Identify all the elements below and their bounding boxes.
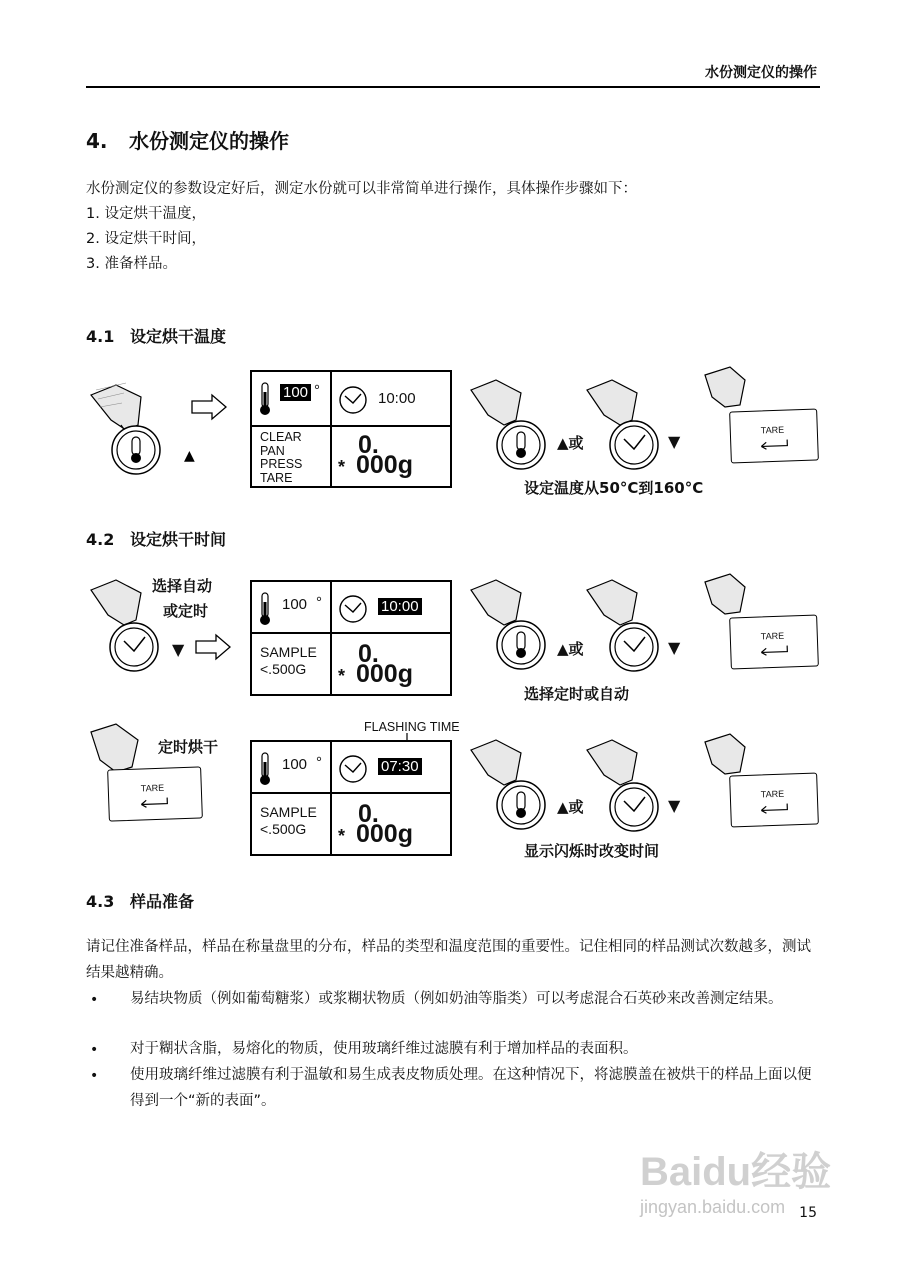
lcd-message (260, 644, 328, 690)
bullet-item: 使用玻璃纤维过滤膜有利于温敏和易生成表皮物质处理。在这种情况下，将滤膜盖在被烘干的样品上面以便得到一个“新的表面”。 (130, 1067, 812, 1109)
step-3: 3. 准备样品。 (86, 256, 177, 272)
lcd-temp-cell (258, 748, 328, 790)
lcd-temp-unit: ° (316, 594, 322, 611)
step-1: 1. 设定烘干温度， (86, 206, 206, 222)
lcd-display-4-1 (250, 370, 452, 488)
bullet-mark: • (90, 1042, 99, 1058)
hand-icon (471, 580, 521, 625)
lcd-weight-value: 000g (356, 660, 413, 688)
clock-icon (338, 594, 368, 624)
down-arrow-icon: ▼ (668, 638, 681, 657)
clock-icon (338, 385, 368, 415)
lcd-temp-value: 100 (282, 756, 308, 773)
enter-arrow-icon (137, 795, 171, 808)
hand-press-temp-key-illustration (86, 375, 206, 485)
hand-press-temp-key-illustration (466, 735, 566, 835)
tare-key-label: TARE (760, 630, 785, 642)
clock-key-icon (610, 623, 658, 671)
enter-arrow-icon (757, 437, 791, 450)
hand-press-clock-key-illustration (582, 375, 682, 475)
tare-key-label: TARE (760, 788, 785, 800)
page-number: 15 (799, 1205, 817, 1221)
watermark-url: jingyan.baidu.com (640, 1197, 786, 1217)
tare-key[interactable] (729, 614, 819, 669)
instruction-timed-drying: 定时烘干 (158, 738, 219, 756)
caption-select-mode: 选择定时或自动 (524, 685, 630, 703)
arrow-right-icon (190, 392, 230, 422)
lcd-temp-value: 100 (282, 596, 308, 613)
instruction-select-auto: 选择自动 (152, 577, 213, 595)
tare-key-label: TARE (760, 424, 785, 436)
lcd-message (260, 431, 328, 483)
down-arrow-icon: ▼ (668, 432, 681, 451)
bullet-item: 对于糊状含脂，易熔化的物质，使用玻璃纤维过滤膜有利于增加样品的表面积。 (130, 1041, 638, 1057)
subsection-number: 4.2 (86, 530, 115, 549)
lcd-temp-unit: ° (314, 382, 320, 399)
section-heading (86, 125, 289, 154)
lcd-weight-integer: 0. (358, 800, 379, 828)
lcd-temp-unit: ° (316, 754, 322, 771)
clock-key-icon (110, 623, 158, 671)
enter-arrow-icon (757, 643, 791, 656)
up-arrow-icon: ▲ (184, 448, 195, 464)
lcd-weight-cell (338, 634, 446, 692)
up-or-label: ▲或 (557, 798, 584, 816)
lcd-weight-cell (338, 794, 446, 852)
lcd-display-4-2-a (250, 580, 452, 696)
thermometer-icon (258, 752, 272, 786)
header-rule (86, 86, 820, 88)
sample-prep-paragraph: 请记住准备样品，样品在称量盘里的分布，样品的类型和温度范围的重要性。记住相同的样品测试次数越多，测试结果越精确。 (86, 939, 811, 981)
lcd-time-value: 07:30 (378, 758, 422, 775)
subsection-heading-4-1 (86, 324, 226, 347)
thermometer-key-icon (497, 421, 545, 469)
lcd-time-cell (338, 748, 446, 790)
hand-press-clock-key-illustration (582, 575, 682, 675)
hand-icon (587, 740, 637, 785)
caption-change-time: 显示闪烁时改变时间 (524, 842, 660, 860)
hand-icon (471, 380, 521, 425)
lcd-msg-line: PRESS (260, 457, 303, 471)
lcd-time-cell (338, 378, 446, 423)
thermometer-icon (258, 592, 272, 626)
lcd-msg-line: <.500G (260, 661, 307, 677)
bullet-item: 易结块物质（例如葡萄糖浆）或浆糊状物质（例如奶油等脂类）可以考虑混合石英砂来改善测定结果。 (130, 991, 783, 1007)
step-2: 2. 设定烘干时间， (86, 231, 206, 247)
down-arrow-icon: ▼ (172, 640, 185, 659)
subsection-number: 4.3 (86, 892, 115, 911)
intro-paragraph: 水份测定仪的参数设定好后，测定水份就可以非常简单进行操作，具体操作步骤如下： (86, 181, 637, 197)
bullet-mark: • (90, 1068, 99, 1084)
flashing-time-label: FLASHING TIME (364, 720, 460, 734)
subsection-number: 4.1 (86, 327, 115, 346)
lcd-msg-line: CLEAR (260, 430, 302, 444)
lcd-weight-value: 000g (356, 820, 413, 848)
lcd-time-value: 10:00 (378, 390, 416, 407)
caption-temp-range: 设定温度从50°C到160°C (524, 479, 704, 497)
section-number: 4. (86, 129, 108, 153)
lcd-msg-line: SAMPLE (260, 804, 317, 820)
thermometer-key-icon (497, 621, 545, 669)
hand-press-clock-key-illustration (582, 735, 682, 835)
bullet-mark: • (90, 992, 99, 1008)
hand-icon (587, 380, 637, 425)
thermometer-key-icon (497, 781, 545, 829)
subsection-title: 设定烘干温度 (130, 327, 227, 346)
hand-icon (91, 580, 141, 625)
hand-icon (587, 580, 637, 625)
lcd-temp-cell (258, 378, 328, 423)
hand-icon (471, 740, 521, 785)
hand-icon (700, 572, 750, 622)
hand-press-temp-key-illustration (466, 375, 566, 475)
lcd-weight-integer: 0. (358, 640, 379, 668)
clock-key-icon (610, 783, 658, 831)
lcd-msg-line: SAMPLE (260, 644, 317, 660)
lcd-msg-line: <.500G (260, 821, 307, 837)
tare-key[interactable] (729, 408, 819, 463)
lcd-msg-line: PAN (260, 443, 285, 458)
clock-icon (338, 754, 368, 784)
lcd-stable-star: * (338, 826, 346, 846)
lcd-weight-integer: 0. (358, 431, 379, 459)
up-or-label: ▲或 (557, 640, 584, 658)
tare-key[interactable] (107, 766, 203, 821)
enter-arrow-icon (757, 801, 791, 814)
lcd-time-cell (338, 588, 446, 630)
subsection-title: 设定烘干时间 (130, 530, 227, 549)
subsection-heading-4-3 (86, 889, 194, 912)
lcd-temp-value: 100 (280, 384, 311, 401)
tare-key-label: TARE (140, 782, 165, 794)
arrow-right-icon (194, 632, 234, 662)
down-arrow-icon: ▼ (668, 796, 681, 815)
lcd-time-value: 10:00 (378, 598, 422, 615)
lcd-stable-star: * (338, 457, 346, 477)
running-header: 水份测定仪的操作 (705, 65, 817, 81)
lcd-stable-star: * (338, 666, 346, 686)
lcd-weight-value: 000g (356, 451, 413, 479)
lcd-display-4-2-b (250, 740, 452, 856)
hand-icon (700, 365, 750, 415)
hand-press-temp-key-illustration (466, 575, 566, 675)
tare-key[interactable] (729, 772, 819, 827)
lcd-message (260, 804, 328, 850)
subsection-heading-4-2 (86, 527, 226, 550)
watermark-logo: Baidu经验 (640, 1150, 832, 1194)
lcd-msg-line: TARE (260, 470, 293, 485)
up-or-label: ▲或 (557, 434, 584, 452)
instruction-or-timed: 或定时 (163, 602, 209, 620)
section-title: 水份测定仪的操作 (129, 129, 289, 153)
lcd-weight-cell (338, 427, 446, 484)
lcd-temp-cell (258, 588, 328, 630)
thermometer-icon (258, 382, 272, 416)
subsection-title: 样品准备 (130, 892, 195, 911)
clock-key-icon (610, 421, 658, 469)
thermometer-key-icon (112, 426, 160, 474)
